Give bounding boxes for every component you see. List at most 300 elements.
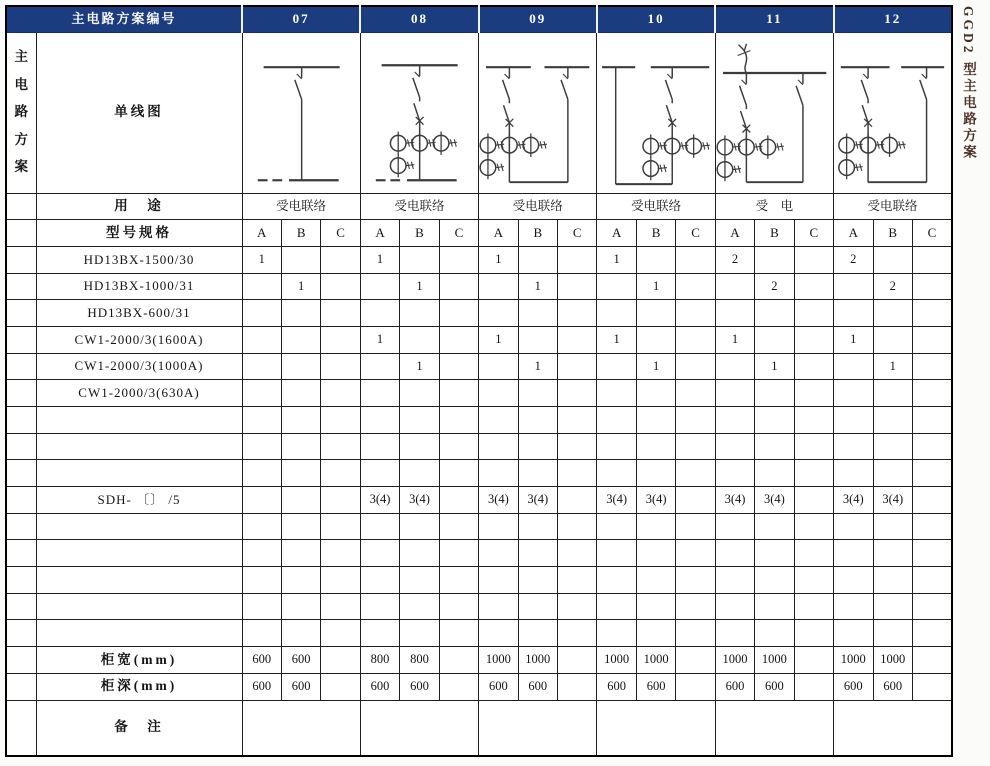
value-cell-11-A <box>715 407 754 434</box>
value-cell-07-C <box>321 593 360 620</box>
value-cell-11-C <box>794 273 833 300</box>
value-cell-12-A <box>834 513 873 540</box>
value-cell-09-B <box>518 247 557 274</box>
value-cell-08-B <box>400 380 439 407</box>
usage-value-08: 受电联络 <box>360 193 478 220</box>
value-cell-11-A: 1000 <box>715 647 754 674</box>
row-label: SDH- 〔〕 /5 <box>36 487 242 514</box>
row-label: HD13BX-1000/31 <box>36 273 242 300</box>
value-cell-12-A <box>834 380 873 407</box>
value-cell-10-A <box>597 300 636 327</box>
diagram-cell-12 <box>834 32 952 193</box>
side-spacer-cell <box>6 353 36 380</box>
scheme-header-10: 10 <box>597 6 715 32</box>
value-cell-10-C <box>676 380 715 407</box>
remark-cell-09 <box>479 700 597 756</box>
value-cell-09-C <box>558 647 597 674</box>
single-line-diagram-07 <box>243 36 360 190</box>
value-cell-11-B <box>755 540 794 567</box>
value-cell-08-A: 800 <box>360 647 399 674</box>
table-row <box>6 193 952 220</box>
value-cell-07-C <box>321 460 360 487</box>
value-cell-08-C <box>439 567 478 594</box>
side-spacer-cell <box>6 700 36 756</box>
empty-row-label <box>36 593 242 620</box>
value-cell-10-C <box>676 300 715 327</box>
value-cell-07-C <box>321 540 360 567</box>
value-cell-10-C <box>676 487 715 514</box>
subcol-header-08-C: C <box>439 220 478 247</box>
value-cell-08-B: 3(4) <box>400 487 439 514</box>
side-spacer-cell <box>6 407 36 434</box>
value-cell-10-B <box>636 567 675 594</box>
subcol-header-09-B: B <box>518 220 557 247</box>
remark-cell-11 <box>715 700 833 756</box>
value-cell-09-B: 1000 <box>518 647 557 674</box>
value-cell-09-C <box>558 407 597 434</box>
single-line-diagram-09 <box>479 36 596 190</box>
value-cell-08-A: 3(4) <box>360 487 399 514</box>
value-cell-11-C <box>794 300 833 327</box>
value-cell-09-C <box>558 567 597 594</box>
empty-row-label <box>36 567 242 594</box>
value-cell-09-A <box>479 353 518 380</box>
value-cell-09-B <box>518 380 557 407</box>
value-cell-07-B <box>281 567 320 594</box>
value-cell-07-C <box>321 673 360 700</box>
value-cell-12-A <box>834 300 873 327</box>
value-cell-08-B: 600 <box>400 673 439 700</box>
value-cell-11-C <box>794 620 833 647</box>
value-cell-07-A: 1 <box>242 247 281 274</box>
diagram-cell-08 <box>360 32 478 193</box>
value-cell-11-A <box>715 460 754 487</box>
single-line-diagram-12 <box>834 36 951 190</box>
value-cell-12-C <box>912 433 952 460</box>
subcol-header-10-C: C <box>676 220 715 247</box>
value-cell-12-C <box>912 407 952 434</box>
value-cell-07-B <box>281 433 320 460</box>
table-row <box>6 433 952 460</box>
value-cell-09-C <box>558 513 597 540</box>
value-cell-07-B <box>281 513 320 540</box>
value-cell-08-A <box>360 407 399 434</box>
usage-value-09: 受电联络 <box>479 193 597 220</box>
empty-row-label <box>36 433 242 460</box>
side-vertical-title-text <box>7 38 36 188</box>
value-cell-12-B <box>873 620 912 647</box>
side-title-char: 案 <box>14 159 28 175</box>
value-cell-12-B <box>873 513 912 540</box>
value-cell-11-B: 3(4) <box>755 487 794 514</box>
value-cell-11-C <box>794 327 833 354</box>
value-cell-08-A <box>360 353 399 380</box>
value-cell-08-A: 1 <box>360 247 399 274</box>
value-cell-11-A <box>715 620 754 647</box>
value-cell-08-B <box>400 433 439 460</box>
value-cell-07-B: 600 <box>281 673 320 700</box>
value-cell-08-C <box>439 647 478 674</box>
usage-value-10: 受电联络 <box>597 193 715 220</box>
value-cell-10-B <box>636 300 675 327</box>
value-cell-10-B <box>636 247 675 274</box>
page-side-caption: GGD2 型主电路方案 <box>961 6 976 161</box>
value-cell-12-A <box>834 433 873 460</box>
value-cell-07-A <box>242 593 281 620</box>
value-cell-11-C <box>794 540 833 567</box>
value-cell-10-B <box>636 407 675 434</box>
side-title-char: 电 <box>14 76 28 92</box>
value-cell-10-A <box>597 407 636 434</box>
value-cell-07-B <box>281 380 320 407</box>
value-cell-11-B <box>755 327 794 354</box>
value-cell-10-B: 1000 <box>636 647 675 674</box>
side-vertical-title <box>6 32 36 193</box>
value-cell-09-A <box>479 593 518 620</box>
value-cell-12-C <box>912 460 952 487</box>
value-cell-08-C <box>439 247 478 274</box>
value-cell-12-A: 1000 <box>834 647 873 674</box>
value-cell-10-C <box>676 247 715 274</box>
value-cell-07-A <box>242 300 281 327</box>
value-cell-09-B <box>518 300 557 327</box>
value-cell-08-B <box>400 567 439 594</box>
value-cell-10-B <box>636 513 675 540</box>
value-cell-11-A <box>715 380 754 407</box>
value-cell-08-A <box>360 593 399 620</box>
value-cell-11-B: 2 <box>755 273 794 300</box>
usage-row-label: 用 途 <box>36 193 242 220</box>
value-cell-07-B <box>281 300 320 327</box>
value-cell-09-B: 1 <box>518 353 557 380</box>
value-cell-08-C <box>439 513 478 540</box>
empty-row-label <box>36 540 242 567</box>
diagram-cell-07 <box>242 32 360 193</box>
value-cell-10-B: 1 <box>636 273 675 300</box>
table-row <box>6 487 952 514</box>
value-cell-12-A: 3(4) <box>834 487 873 514</box>
value-cell-08-C <box>439 673 478 700</box>
value-cell-12-C <box>912 247 952 274</box>
value-cell-08-B <box>400 620 439 647</box>
value-cell-07-A: 600 <box>242 647 281 674</box>
row-label: CW1-2000/3(1000A) <box>36 353 242 380</box>
value-cell-07-A <box>242 567 281 594</box>
value-cell-09-B: 3(4) <box>518 487 557 514</box>
value-cell-07-C <box>321 567 360 594</box>
value-cell-09-C <box>558 460 597 487</box>
value-cell-12-C <box>912 620 952 647</box>
value-cell-09-A: 3(4) <box>479 487 518 514</box>
value-cell-09-B <box>518 327 557 354</box>
value-cell-09-A <box>479 433 518 460</box>
table-row <box>6 460 952 487</box>
value-cell-12-C <box>912 273 952 300</box>
value-cell-09-A: 1 <box>479 247 518 274</box>
value-cell-12-A: 1 <box>834 327 873 354</box>
value-cell-08-B <box>400 513 439 540</box>
value-cell-09-A: 1 <box>479 327 518 354</box>
value-cell-11-A: 2 <box>715 247 754 274</box>
value-cell-07-A <box>242 327 281 354</box>
subcol-header-09-A: A <box>479 220 518 247</box>
diagram-cell-10 <box>597 32 715 193</box>
value-cell-08-C <box>439 327 478 354</box>
value-cell-07-A <box>242 273 281 300</box>
value-cell-11-A: 1 <box>715 327 754 354</box>
value-cell-08-C <box>439 353 478 380</box>
value-cell-09-C <box>558 620 597 647</box>
subcol-header-11-B: B <box>755 220 794 247</box>
value-cell-11-B <box>755 567 794 594</box>
value-cell-08-B <box>400 593 439 620</box>
value-cell-08-B <box>400 407 439 434</box>
side-spacer-cell <box>6 273 36 300</box>
value-cell-10-B <box>636 540 675 567</box>
value-cell-11-A: 3(4) <box>715 487 754 514</box>
table-row <box>6 220 952 247</box>
value-cell-08-B <box>400 300 439 327</box>
value-cell-10-A <box>597 273 636 300</box>
side-spacer-cell <box>6 433 36 460</box>
side-spacer-cell <box>6 593 36 620</box>
value-cell-12-C <box>912 513 952 540</box>
value-cell-12-B: 3(4) <box>873 487 912 514</box>
value-cell-07-A <box>242 353 281 380</box>
value-cell-10-C <box>676 460 715 487</box>
side-spacer-cell <box>6 327 36 354</box>
value-cell-08-A <box>360 273 399 300</box>
value-cell-10-C <box>676 327 715 354</box>
value-cell-09-C <box>558 273 597 300</box>
subcol-header-07-C: C <box>321 220 360 247</box>
value-cell-10-C <box>676 433 715 460</box>
subcol-header-08-A: A <box>360 220 399 247</box>
value-cell-08-C <box>439 407 478 434</box>
subcol-header-11-C: C <box>794 220 833 247</box>
diagram-cell-11 <box>715 32 833 193</box>
value-cell-07-A <box>242 380 281 407</box>
value-cell-12-B <box>873 327 912 354</box>
value-cell-08-C <box>439 380 478 407</box>
value-cell-08-B: 1 <box>400 353 439 380</box>
scheme-header-11: 11 <box>715 6 833 32</box>
value-cell-11-C <box>794 647 833 674</box>
value-cell-08-A <box>360 433 399 460</box>
value-cell-09-B <box>518 540 557 567</box>
value-cell-09-B <box>518 593 557 620</box>
table-row <box>6 32 952 193</box>
value-cell-12-A <box>834 540 873 567</box>
usage-value-12: 受电联络 <box>834 193 952 220</box>
side-spacer-cell <box>6 193 36 220</box>
table-row <box>6 540 952 567</box>
value-cell-08-A: 1 <box>360 327 399 354</box>
value-cell-08-C <box>439 540 478 567</box>
row-label: CW1-2000/3(1600A) <box>36 327 242 354</box>
remark-cell-12 <box>834 700 952 756</box>
value-cell-08-C <box>439 487 478 514</box>
subcol-header-11-A: A <box>715 220 754 247</box>
side-spacer-cell <box>6 513 36 540</box>
value-cell-07-B <box>281 327 320 354</box>
value-cell-11-A <box>715 567 754 594</box>
value-cell-12-B <box>873 247 912 274</box>
value-cell-12-C <box>912 487 952 514</box>
subcol-header-07-B: B <box>281 220 320 247</box>
value-cell-09-A <box>479 300 518 327</box>
value-cell-12-A <box>834 567 873 594</box>
value-cell-07-B <box>281 247 320 274</box>
value-cell-11-C <box>794 593 833 620</box>
value-cell-10-B: 600 <box>636 673 675 700</box>
remark-row-label: 备 注 <box>36 700 242 756</box>
value-cell-09-B: 600 <box>518 673 557 700</box>
value-cell-11-B <box>755 380 794 407</box>
subcol-header-10-B: B <box>636 220 675 247</box>
value-cell-07-C <box>321 353 360 380</box>
value-cell-10-A <box>597 353 636 380</box>
value-cell-12-B <box>873 460 912 487</box>
value-cell-10-C <box>676 567 715 594</box>
value-cell-08-C <box>439 433 478 460</box>
value-cell-11-A <box>715 513 754 540</box>
table-row <box>6 673 952 700</box>
value-cell-10-C <box>676 673 715 700</box>
value-cell-07-A <box>242 487 281 514</box>
value-cell-10-A <box>597 620 636 647</box>
table-row <box>6 273 952 300</box>
value-cell-09-C <box>558 327 597 354</box>
table-row <box>6 593 952 620</box>
side-spacer-cell <box>6 620 36 647</box>
scheme-header-08: 08 <box>360 6 478 32</box>
side-title-char: 路 <box>14 104 28 120</box>
value-cell-10-A: 1000 <box>597 647 636 674</box>
usage-value-07: 受电联络 <box>242 193 360 220</box>
value-cell-08-B <box>400 327 439 354</box>
value-cell-12-B: 600 <box>873 673 912 700</box>
value-cell-09-A <box>479 380 518 407</box>
value-cell-08-A <box>360 540 399 567</box>
value-cell-11-C <box>794 460 833 487</box>
value-cell-12-C <box>912 673 952 700</box>
value-cell-07-A <box>242 620 281 647</box>
subcol-header-12-C: C <box>912 220 952 247</box>
value-cell-08-B <box>400 247 439 274</box>
value-cell-09-A <box>479 513 518 540</box>
remark-cell-10 <box>597 700 715 756</box>
value-cell-12-A: 2 <box>834 247 873 274</box>
value-cell-07-B: 1 <box>281 273 320 300</box>
value-cell-09-B <box>518 407 557 434</box>
value-cell-09-C <box>558 380 597 407</box>
value-cell-09-A: 600 <box>479 673 518 700</box>
table-row <box>6 647 952 674</box>
side-spacer-cell <box>6 220 36 247</box>
table-row <box>6 407 952 434</box>
subcol-header-07-A: A <box>242 220 281 247</box>
single-line-diagram-08 <box>361 36 478 190</box>
remark-cell-07 <box>242 700 360 756</box>
value-cell-09-C <box>558 487 597 514</box>
value-cell-09-B <box>518 620 557 647</box>
value-cell-07-C <box>321 620 360 647</box>
value-cell-07-C <box>321 247 360 274</box>
scheme-number-header-title: 主电路方案编号 <box>6 6 242 32</box>
value-cell-11-B: 1 <box>755 353 794 380</box>
empty-row-label <box>36 620 242 647</box>
value-cell-10-A: 600 <box>597 673 636 700</box>
table-row <box>6 513 952 540</box>
value-cell-12-B: 2 <box>873 273 912 300</box>
remark-cell-08 <box>360 700 478 756</box>
value-cell-12-C <box>912 593 952 620</box>
value-cell-10-C <box>676 593 715 620</box>
value-cell-12-B <box>873 567 912 594</box>
value-cell-12-B <box>873 433 912 460</box>
value-cell-10-A <box>597 513 636 540</box>
value-cell-07-B <box>281 460 320 487</box>
value-cell-07-C <box>321 433 360 460</box>
row-label: HD13BX-1500/30 <box>36 247 242 274</box>
value-cell-10-C <box>676 620 715 647</box>
value-cell-12-A <box>834 460 873 487</box>
value-cell-10-A: 1 <box>597 327 636 354</box>
value-cell-12-A <box>834 353 873 380</box>
empty-row-label <box>36 460 242 487</box>
value-cell-12-B: 1 <box>873 353 912 380</box>
value-cell-10-A: 1 <box>597 247 636 274</box>
value-cell-07-B <box>281 620 320 647</box>
value-cell-11-B <box>755 433 794 460</box>
value-cell-10-A: 3(4) <box>597 487 636 514</box>
value-cell-07-A <box>242 460 281 487</box>
value-cell-09-A <box>479 540 518 567</box>
scheme-header-09: 09 <box>479 6 597 32</box>
value-cell-12-A: 600 <box>834 673 873 700</box>
subcol-header-10-A: A <box>597 220 636 247</box>
value-cell-11-B: 600 <box>755 673 794 700</box>
value-cell-12-B <box>873 407 912 434</box>
value-cell-08-B: 800 <box>400 647 439 674</box>
empty-row-label <box>36 513 242 540</box>
table-row <box>6 247 952 274</box>
value-cell-08-C <box>439 593 478 620</box>
value-cell-12-B <box>873 540 912 567</box>
value-cell-11-B <box>755 593 794 620</box>
side-spacer-cell <box>6 673 36 700</box>
value-cell-09-B <box>518 433 557 460</box>
value-cell-11-C <box>794 407 833 434</box>
value-cell-08-A <box>360 620 399 647</box>
value-cell-07-A: 600 <box>242 673 281 700</box>
value-cell-09-B <box>518 513 557 540</box>
table-row <box>6 700 952 756</box>
table-row <box>6 353 952 380</box>
value-cell-11-B: 1000 <box>755 647 794 674</box>
value-cell-07-C <box>321 647 360 674</box>
value-cell-07-A <box>242 513 281 540</box>
value-cell-11-B <box>755 300 794 327</box>
value-cell-07-C <box>321 407 360 434</box>
value-cell-12-B <box>873 300 912 327</box>
value-cell-11-B <box>755 247 794 274</box>
spec-row-label: 型号规格 <box>36 220 242 247</box>
value-cell-07-C <box>321 300 360 327</box>
value-cell-11-C <box>794 673 833 700</box>
scheme-header-12: 12 <box>834 6 952 32</box>
